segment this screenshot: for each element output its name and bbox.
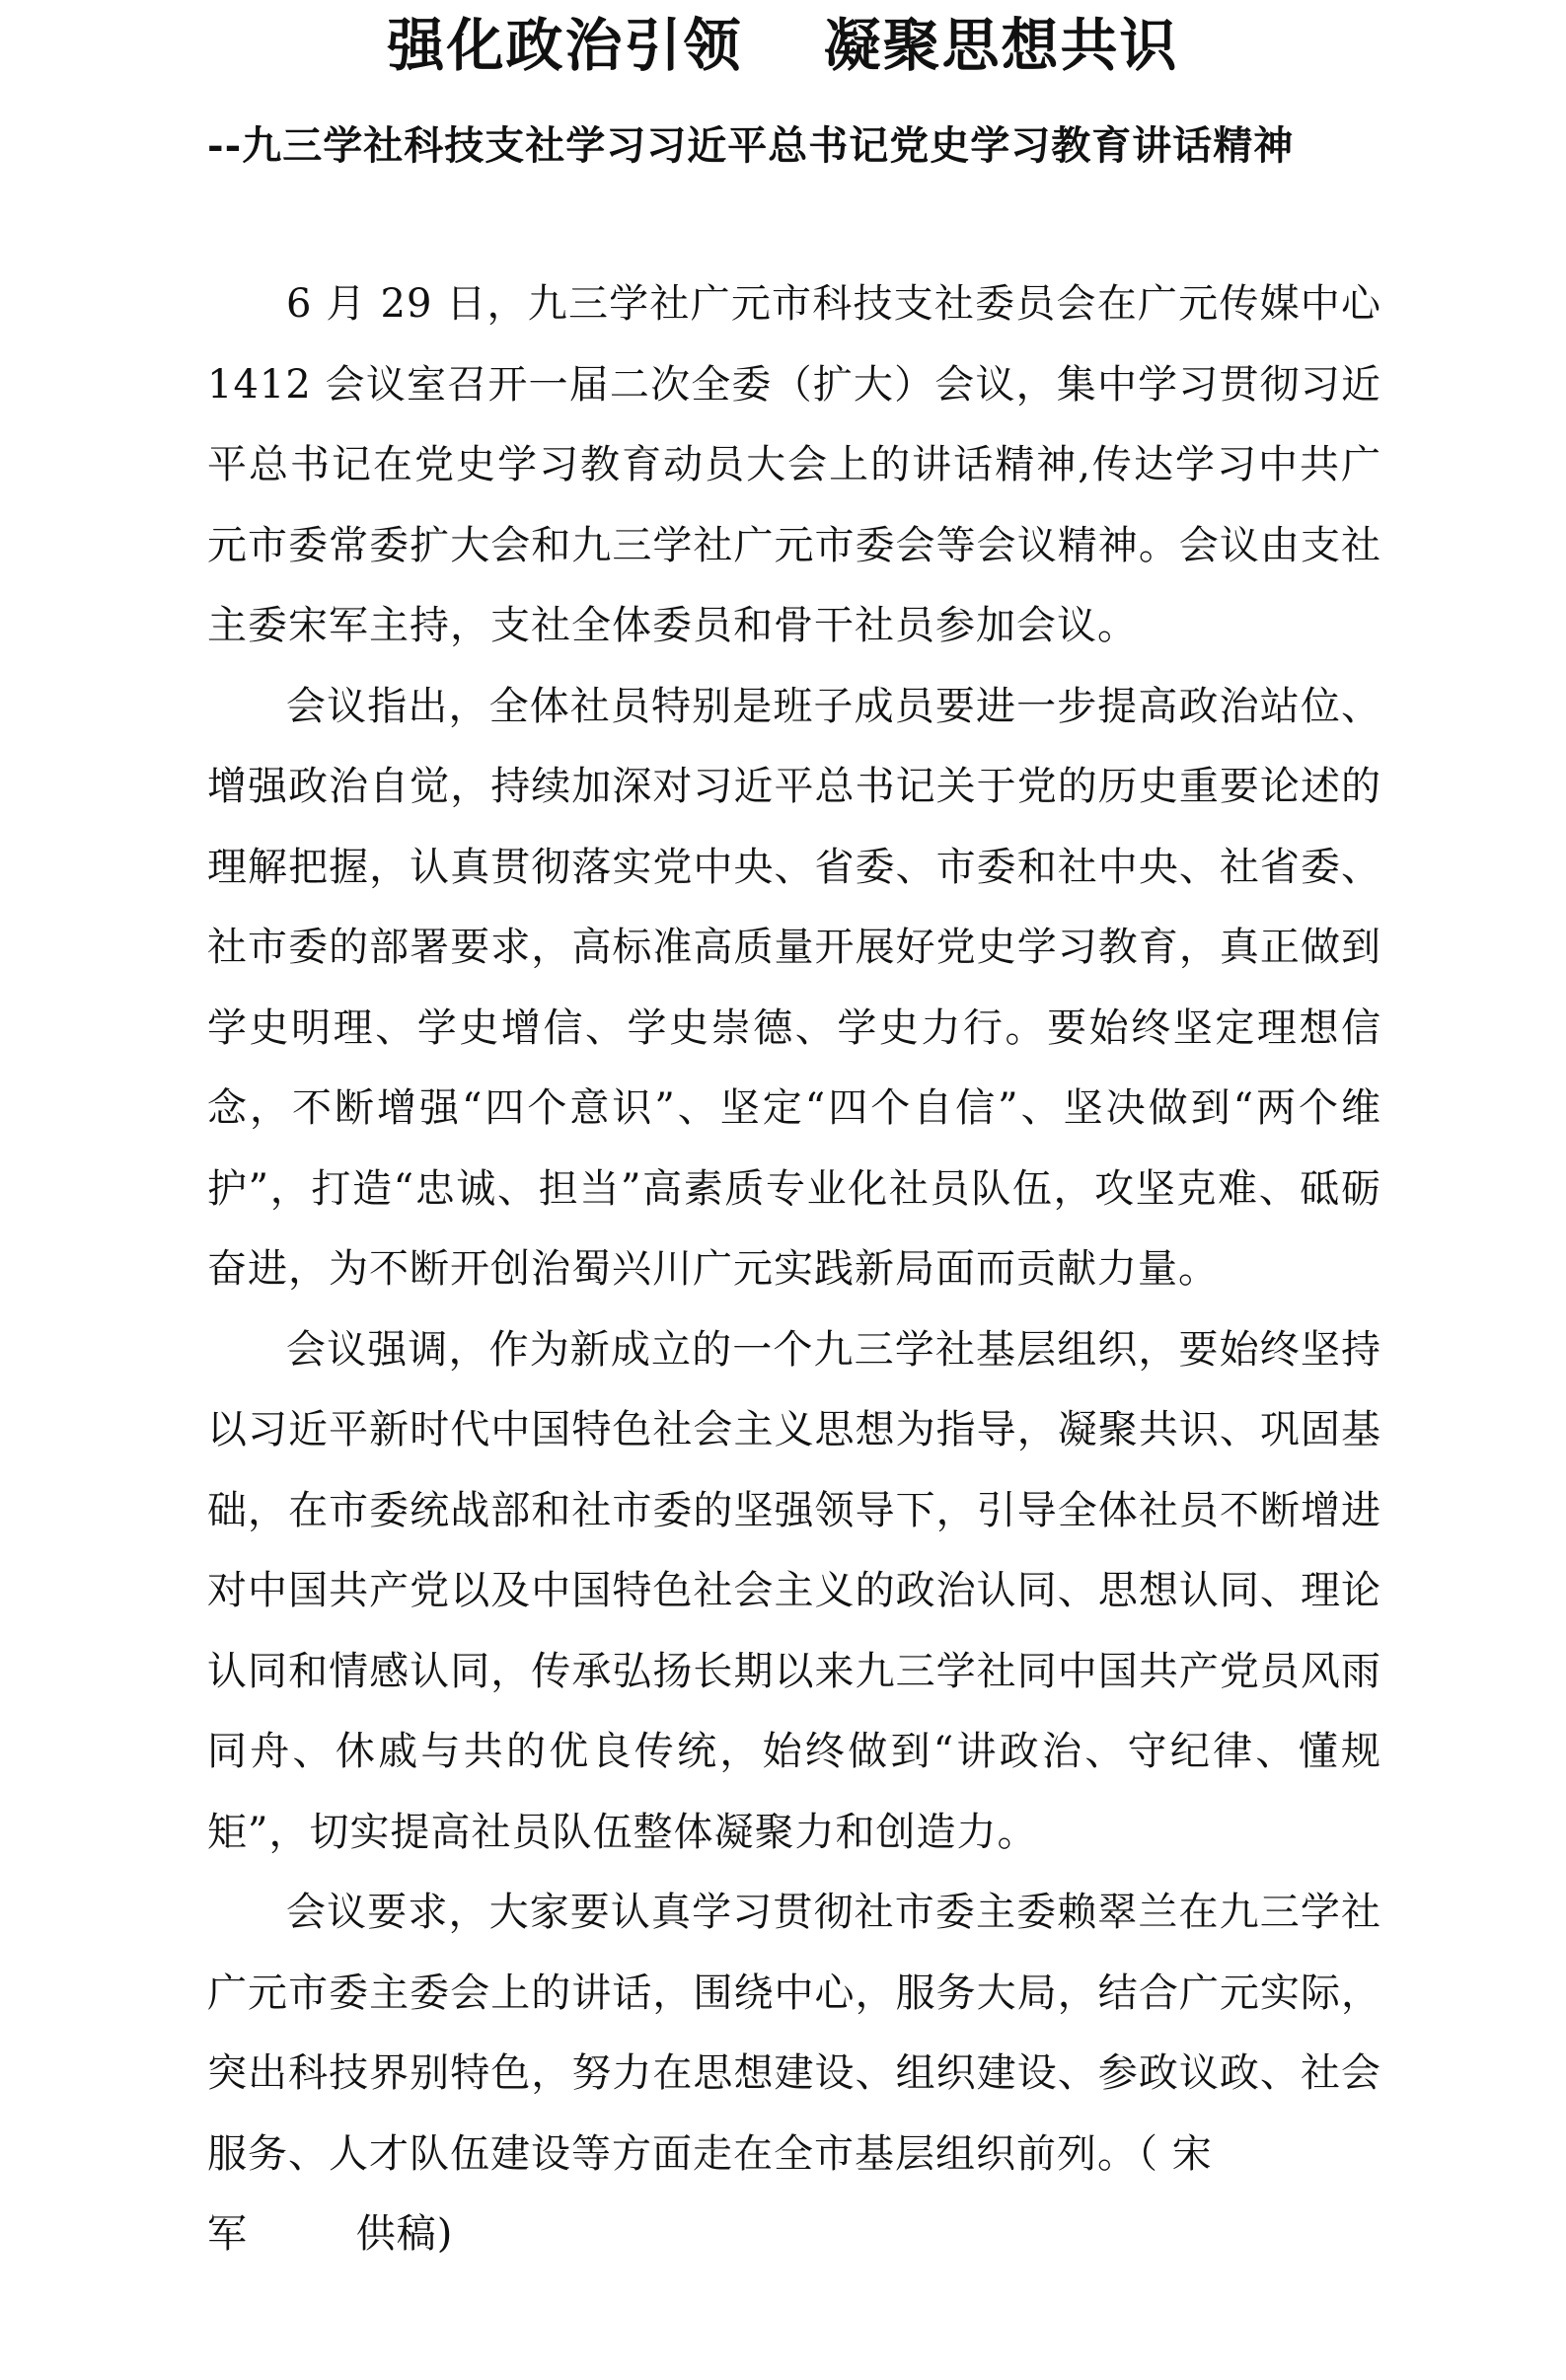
paragraph-3: 会议强调，作为新成立的一个九三学社基层组织，要始终坚持以习近平新时代中国特色社会主义思想为指导，凝聚共识、巩固基础，在市委统战部和社市委的坚强领导下，引导全体社员不断增进对中国共产党以及中国特色社会主义的政治认同、思想认同、理论认同和情感认同，传承弘扬长期以来九三学社同中国共产党员风雨同舟、休戚与共的优良传统，始终做到“讲政治、守纪律、懂规矩”，切实提高社员队伍整体凝聚力和创造力。	[207, 1326, 1381, 1855]
document-title	[0, 6, 1566, 85]
title-left: 强化政治引领	[387, 12, 743, 79]
closing-line: 军 供稿)	[207, 2211, 454, 2257]
paragraph-1: 6 月 29 日，九三学社广元市科技支社委员会在广元传媒中心 1412 会议室召开一届二次全委（扩大）会议，集中学习贯彻习近平总书记在党史学习教育动员大会上的讲话精神,传达学习中共广元市委常委扩大会和九三学社广元市委会等会议精神。会议由支社主委宋军主持，支社全体委员和骨干社员参加会议。	[207, 281, 1381, 648]
document-subtitle: --九三学社科技支社学习习近平总书记党史学习教育讲话精神	[207, 122, 1295, 169]
title-right: 凝聚思想共识	[823, 12, 1179, 79]
document-body	[207, 264, 1381, 2275]
paragraph-4: 会议要求，大家要认真学习贯彻社市委主委赖翠兰在九三学社广元市委主委会上的讲话，围绕中心，服务大局，结合广元实际，突出科技界别特色，努力在思想建设、组织建设、参政议政、社会服务、人才队伍建设等方面走在全市基层组织前列。（ 宋	[207, 1890, 1381, 2177]
paragraph-2: 会议指出，全体社员特别是班子成员要进一步提高政治站位、增强政治自觉，持续加深对习近平总书记关于党的历史重要论述的理解把握，认真贯彻落实党中央、省委、市委和社中央、社省委、社市委的部署要求，高标准高质量开展好党史学习教育，真正做到学史明理、学史增信、学史崇德、学史力行。要始终坚定理想信念，不断增强“四个意识”、坚定“四个自信”、坚决做到“两个维护”，打造“忠诚、担当”高素质专业化社员队伍，攻坚克难、砥砺奋进，为不断开创治蜀兴川广元实践新局面而贡献力量。	[207, 683, 1381, 1292]
